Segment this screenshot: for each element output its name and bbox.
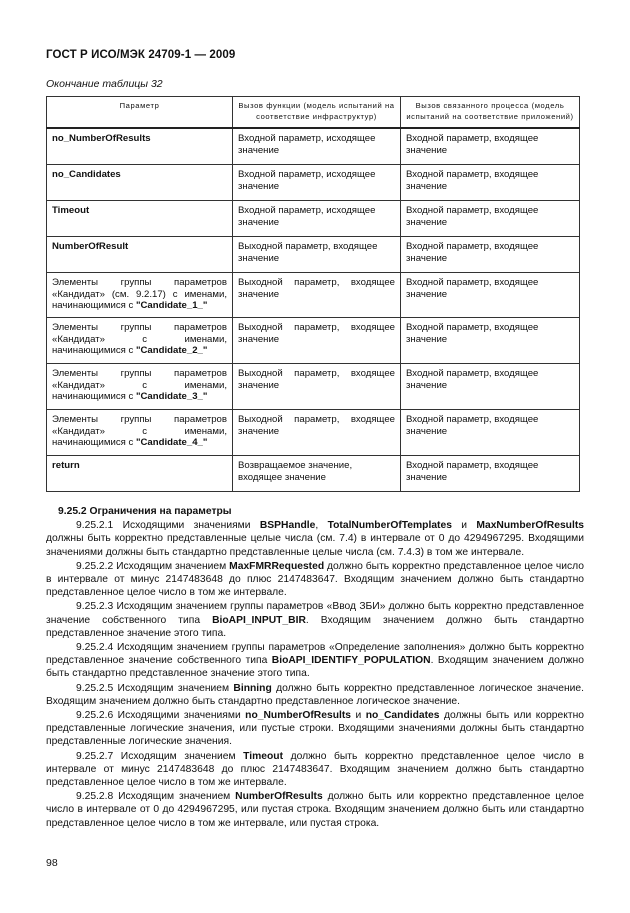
table-row bbox=[47, 201, 580, 237]
function-call-cell: Выходной параметр, входящее значение bbox=[233, 273, 401, 318]
paragraph-text: , bbox=[315, 520, 328, 532]
related-process-cell: Входной параметр, входящее значение bbox=[401, 237, 580, 273]
paragraph-text: 9.25.2.5 Исходящим значением bbox=[76, 682, 234, 694]
paragraph-term: Binning bbox=[233, 682, 272, 694]
paragraph-term: no_NumberOfResults bbox=[245, 710, 352, 722]
paragraph-text: 9.25.2.2 Исходящим значением bbox=[76, 560, 230, 572]
paragraph-text: должно быть корректно представленное целое число в интервале от минус 2147483648 до плюс 2147483647. Входящим значением должно быть стандартно представленное целое число в том же интервале. bbox=[46, 750, 584, 789]
function-call-cell: Входной параметр, исходящее значение bbox=[233, 201, 401, 237]
paragraph-text: 9.25.2.4 Исходящим значением группы параметров «Определение заполнения» должно быть корректно представленное значение собственного типа bbox=[46, 642, 584, 667]
table-row bbox=[47, 273, 580, 318]
paragraph-text: должно быть или корректно представленное целое число в интервале от 0 до 4294967295, или пустая строка. Входящим значением должно быть или стандартно представленное целое число в том же интервале, или пустая строка. bbox=[46, 791, 584, 829]
document-header: ГОСТ Р ИСО/МЭК 24709-1 — 2009 bbox=[46, 49, 236, 61]
related-process-cell: Входной параметр, входящее значение bbox=[401, 410, 580, 456]
paragraph-term: NumberOfResults bbox=[235, 791, 323, 803]
param-cell: Элементы группы параметров «Кандидат» с именами, начинающимися с "Candidate_2_" bbox=[47, 318, 233, 364]
paragraph-text: 9.25.2.1 Исходящими значениями bbox=[76, 520, 260, 532]
related-process-cell: Входной параметр, входящее значение bbox=[401, 128, 580, 165]
column-header-related-process: Вызов связанного процесса (модель испытаний на соответствие приложений) bbox=[401, 97, 580, 129]
section-paragraph bbox=[46, 682, 584, 708]
related-process-cell: Входной параметр, входящее значение bbox=[401, 318, 580, 364]
paragraph-term: no_Candidates bbox=[365, 710, 440, 722]
param-cell: Элементы группы параметров «Кандидат» (см. 9.2.17) с именами, начинающимися с "Candidate_1_" bbox=[47, 273, 233, 318]
related-process-cell: Входной параметр, входящее значение bbox=[401, 364, 580, 410]
function-call-cell: Возвращаемое значение, входящее значение bbox=[233, 456, 401, 492]
section-paragraphs bbox=[46, 519, 584, 830]
paragraph-term: MaxNumberOfResults bbox=[476, 520, 584, 532]
table-row bbox=[47, 364, 580, 410]
paragraph-text: . Входящим значением должно быть стандартно представленное значение этого типа. bbox=[46, 655, 584, 680]
table-row bbox=[47, 237, 580, 273]
table-header-row bbox=[47, 97, 580, 129]
paragraph-term: BioAPI_INPUT_BIR bbox=[212, 614, 306, 626]
page-number: 98 bbox=[46, 857, 58, 869]
related-process-cell: Входной параметр, входящее значение bbox=[401, 273, 580, 318]
function-call-cell: Входной параметр, исходящее значение bbox=[233, 165, 401, 201]
param-cell: Элементы группы параметров «Кандидат» с именами, начинающимися с "Candidate_4_" bbox=[47, 410, 233, 456]
param-cell: Timeout bbox=[47, 201, 233, 237]
section-paragraph bbox=[46, 709, 584, 749]
column-header-function-call: Вызов функции (модель испытаний на соответствие инфраструктур) bbox=[233, 97, 401, 129]
paragraph-text: должны быть или корректно представленные логические значения, или пустые строки. Входящими значениями должны быть стандартно представленные логические значения. bbox=[46, 710, 584, 748]
related-process-cell: Входной параметр, входящее значение bbox=[401, 165, 580, 201]
section-paragraph bbox=[46, 750, 584, 790]
table-row bbox=[47, 456, 580, 492]
table-row bbox=[47, 410, 580, 456]
related-process-cell: Входной параметр, входящее значение bbox=[401, 456, 580, 492]
section-paragraph bbox=[46, 641, 584, 681]
paragraph-text: 9.25.2.3 Исходящим значением группы параметров «Ввод ЗБИ» должно быть корректно представленное значение собственного типа bbox=[46, 601, 584, 626]
paragraph-text: 9.25.2.8 Исходящим значением bbox=[76, 791, 236, 803]
paragraph-term: BioAPI_IDENTIFY_POPULATION bbox=[271, 655, 431, 667]
section-heading: 9.25.2 Ограничения на параметры bbox=[58, 506, 232, 517]
function-call-cell: Выходной параметр, входящее значение bbox=[233, 318, 401, 364]
function-call-cell: Выходной параметр, входящее значение bbox=[233, 237, 401, 273]
paragraph-text: должно быть корректно представленное логическое значение. Входящим значением должно быть стандартно представленное логическое значение. bbox=[46, 682, 584, 707]
paragraph-term: TotalNumberOfTemplates bbox=[327, 520, 452, 532]
parameters-table bbox=[46, 96, 580, 492]
section-paragraph bbox=[46, 560, 584, 600]
param-cell: return bbox=[47, 456, 233, 492]
column-header-parameter: Параметр bbox=[47, 97, 233, 129]
paragraph-text: . Входящим значением должно быть стандартно представленное значение этого типа. bbox=[46, 614, 584, 639]
table-row bbox=[47, 128, 580, 165]
param-cell: NumberOfResult bbox=[47, 237, 233, 273]
table-row bbox=[47, 165, 580, 201]
paragraph-text: 9.25.2.6 Исходящими значениями bbox=[76, 710, 246, 722]
paragraph-term: BSPHandle bbox=[259, 520, 316, 532]
paragraph-text: должны быть корректно представленные целые числа (см. 7.4) в интервале от 0 до 4294967295. Входящими значениями должны быть стандартно представленные целые числа (см. 7.4.3) в том же интервале. bbox=[46, 533, 584, 558]
paragraph-text: и bbox=[451, 520, 477, 532]
section-paragraph bbox=[46, 790, 584, 830]
param-cell: Элементы группы параметров «Кандидат» с именами, начинающимися с "Candidate_3_" bbox=[47, 364, 233, 410]
paragraph-text: должно быть корректно представленное целое число в интервале от минус 2147483648 до плюс 2147483647. Входящим значением должно быть стандартно представленное целое число в том же интервале. bbox=[46, 560, 584, 599]
function-call-cell: Выходной параметр, входящее значение bbox=[233, 364, 401, 410]
related-process-cell: Входной параметр, входящее значение bbox=[401, 201, 580, 237]
paragraph-term: Timeout bbox=[243, 750, 284, 762]
param-cell: no_NumberOfResults bbox=[47, 128, 233, 165]
function-call-cell: Выходной параметр, входящее значение bbox=[233, 410, 401, 456]
paragraph-text: и bbox=[351, 710, 366, 722]
section-paragraph bbox=[46, 519, 584, 559]
param-cell: no_Candidates bbox=[47, 165, 233, 201]
constraints-section bbox=[46, 505, 584, 831]
section-paragraph bbox=[46, 600, 584, 640]
paragraph-term: MaxFMRRequested bbox=[229, 560, 325, 572]
table-caption: Окончание таблицы 32 bbox=[46, 78, 163, 90]
function-call-cell: Входной параметр, исходящее значение bbox=[233, 128, 401, 165]
table-row bbox=[47, 318, 580, 364]
paragraph-text: 9.25.2.7 Исходящим значением bbox=[76, 750, 244, 762]
